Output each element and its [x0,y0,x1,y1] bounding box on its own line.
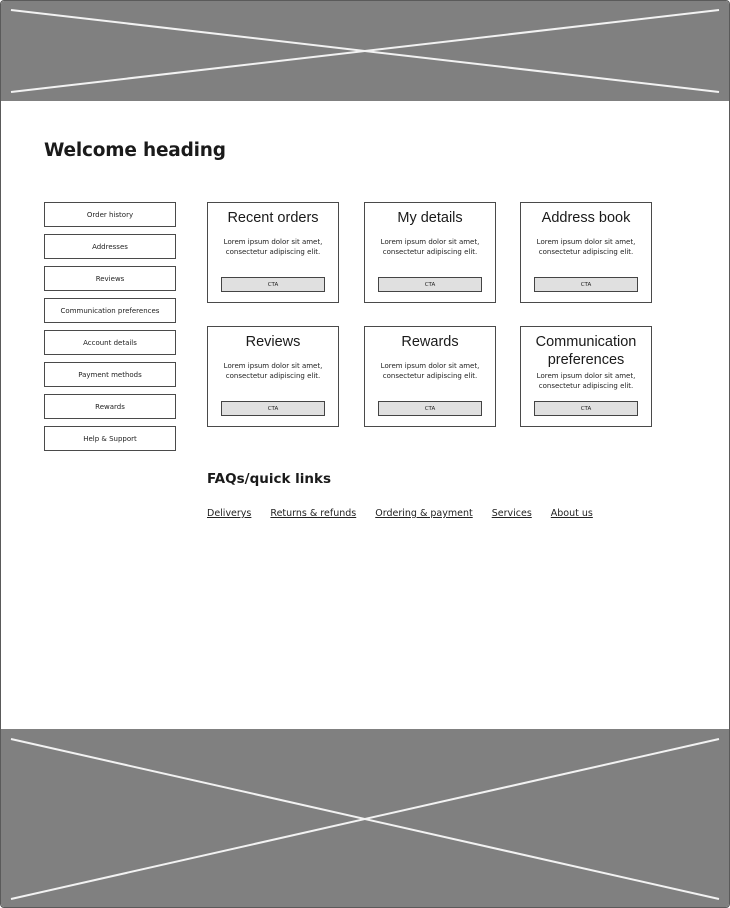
card-body: Lorem ipsum dolor sit amet, consectetur adipiscing elit. [223,362,323,380]
sidebar-item-reviews[interactable]: Reviews [44,266,176,291]
sidebar-item-help-support[interactable]: Help & Support [44,426,176,451]
card-title: Communication preferences [535,334,637,368]
card-body: Lorem ipsum dolor sit amet, consectetur adipiscing elit. [380,238,480,256]
sidebar-item-addresses[interactable]: Addresses [44,234,176,259]
footer-image-placeholder [1,729,729,907]
faq-link-deliverys[interactable]: Deliverys [207,508,252,519]
faq-link-returns-refunds[interactable]: Returns & refunds [270,508,357,519]
card-rewards [364,326,496,427]
card-recent-orders [207,202,339,303]
header-image-placeholder [1,1,729,101]
card-title: Rewards [401,334,459,350]
sidebar-item-order-history[interactable]: Order history [44,202,176,227]
sidebar-item-communication-preferences[interactable]: Communication preferences [44,298,176,323]
reviews-cta-button[interactable]: CTA [221,401,325,416]
sidebar-item-payment-methods[interactable]: Payment methods [44,362,176,387]
card-title: Recent orders [227,210,319,226]
faq-link-about-us[interactable]: About us [550,508,593,519]
card-body: Lorem ipsum dolor sit amet, consectetur adipiscing elit. [536,372,636,390]
sidebar-item-rewards[interactable]: Rewards [44,394,176,419]
rewards-cta-button[interactable]: CTA [378,401,482,416]
my-details-cta-button[interactable]: CTA [378,277,482,292]
address-book-cta-button[interactable]: CTA [534,277,638,292]
sidebar-item-account-details[interactable]: Account details [44,330,176,355]
card-body: Lorem ipsum dolor sit amet, consectetur adipiscing elit. [536,238,636,256]
card-body: Lorem ipsum dolor sit amet, consectetur adipiscing elit. [380,362,480,380]
faq-links [207,508,612,519]
card-communication-preferences [520,326,652,427]
faq-link-services[interactable]: Services [491,508,532,519]
account-sidebar [44,202,176,458]
card-reviews [207,326,339,427]
card-title: Address book [541,210,631,226]
card-address-book [520,202,652,303]
card-title: Reviews [245,334,301,350]
page-title: Welcome heading [44,140,226,161]
card-my-details [364,202,496,303]
placeholder-cross-icon [1,729,729,907]
placeholder-cross-icon [1,1,729,101]
recent-orders-cta-button[interactable]: CTA [221,277,325,292]
communication-preferences-cta-button[interactable]: CTA [534,401,638,416]
faq-link-ordering-payment[interactable]: Ordering & payment [375,508,473,519]
faq-heading: FAQs/quick links [207,471,332,487]
card-title: My details [397,210,463,226]
card-body: Lorem ipsum dolor sit amet, consectetur adipiscing elit. [223,238,323,256]
